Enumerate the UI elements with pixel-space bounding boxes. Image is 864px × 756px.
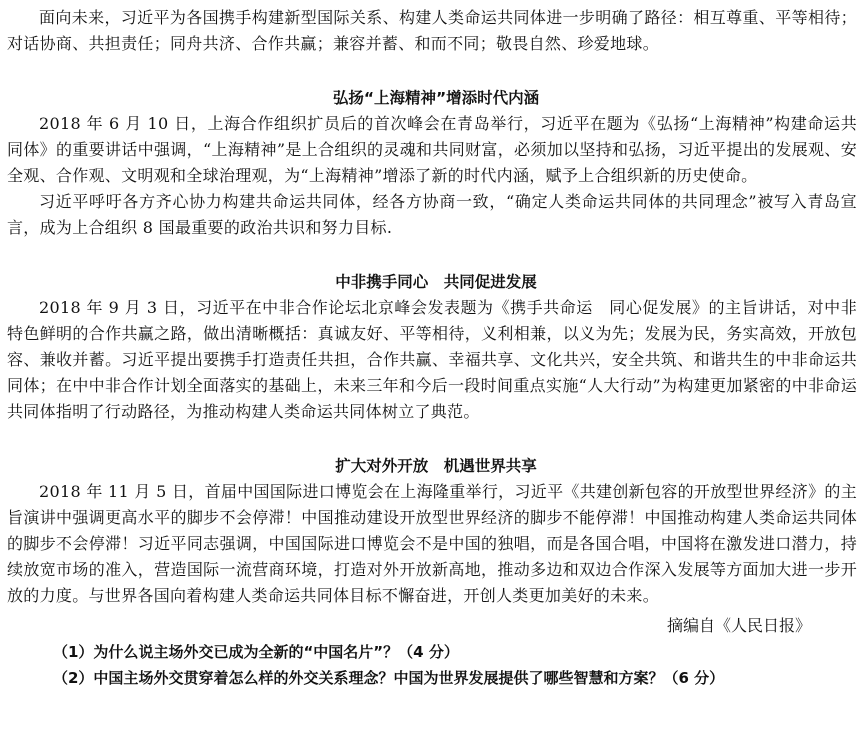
section-gap <box>7 425 857 453</box>
source-note: 摘编自《人民日报》 <box>666 616 811 635</box>
question-2: （2）中国主场外交贯穿着怎么样的外交关系理念？中国为世界发展提供了哪些智慧和方案？（6 分） <box>53 669 725 687</box>
paragraph-shanghai-summit: 2018 年 6 月 10 日，上海合作组织扩员后的首次峰会在青岛举行，习近平在题为《弘扬“上海精神”构建命运共同体》的重要讲话中强调，“上海精神”是上合组织的灵魂和共同财富，必须加以坚持和弘扬，习近平提出的发展观、安全观、合作观、文明观和全球治理观，为“上海精神”增添了新的时代内涵，赋予上合组织新的历史使命。 <box>7 114 857 185</box>
question-1: （1）为什么说主场外交已成为全新的“中国名片”？（4 分） <box>53 643 459 661</box>
paragraph-import-expo: 2018 年 11 月 5 日，首届中国国际进口博览会在上海隆重举行，习近平《共建创新包容的开放型世界经济》的主旨演讲中强调更高水平的脚步不会停滞！中国推动建设开放型世界经济的脚步不能停滞！中国推动构建人类命运共同体的脚步不会停滞！习近平同志强调，中国国际进口博览会不是中国的独唱，而是各国合唱，中国将在激发进口潜力，持续放宽市场的准入，营造国际一流营商环境，打造对外开放新高地，推动多边和双边合作深入发展等方面加大进一步开放的力度。与世界各国向着构建人类命运共同体目标不懈奋进，开创人类更加美好的未来。 <box>7 482 857 605</box>
paragraph-focac-summit: 2018 年 9 月 3 日，习近平在中非合作论坛北京峰会发表题为《携手共命运 同心促发展》的主旨讲话，对中非特色鲜明的合作共赢之路，做出清晰概括：真诚友好、平等相待，义利相兼，以义为先；发展为民，务实高效，开放包容、兼收并蓄。习近平提出要携手打造责任共担，合作共赢、幸福共享、文化共兴，安全共筑、和谐共生的中非命运共同体；在中中非合作计划全面落实的基础上，未来三年和今后一段时间重点实施“人大行动”为构建更加紧密的中非命运共同体指明了行动路径，为推动构建人类命运共同体树立了典范。 <box>7 298 857 421</box>
section-gap <box>7 241 857 269</box>
paragraph-qingdao-declaration: 习近平呼吁各方齐心协力构建共命运共同体，经各方协商一致，“确定人类命运共同体的共同理念”被写入青岛宣言，成为上合组织 8 国最重要的政治共识和努力目标. <box>7 192 857 237</box>
document-page <box>7 5 857 691</box>
intro-paragraph: 面向未来，习近平为各国携手构建新型国际关系、构建人类命运共同体进一步明确了路径：相互尊重、平等相待；对话协商、共担责任；同舟共济、合作共赢；兼容并蓄、和而不同；敬畏自然、珍爱地球。 <box>7 8 857 53</box>
section-heading-china-africa: 中非携手同心 共同促进发展 <box>335 273 537 291</box>
section-heading-shanghai-spirit: 弘扬“上海精神”增添时代内涵 <box>332 89 540 107</box>
section-heading-opening-up: 扩大对外开放 机遇世界共享 <box>335 457 537 475</box>
section-gap <box>7 57 857 85</box>
